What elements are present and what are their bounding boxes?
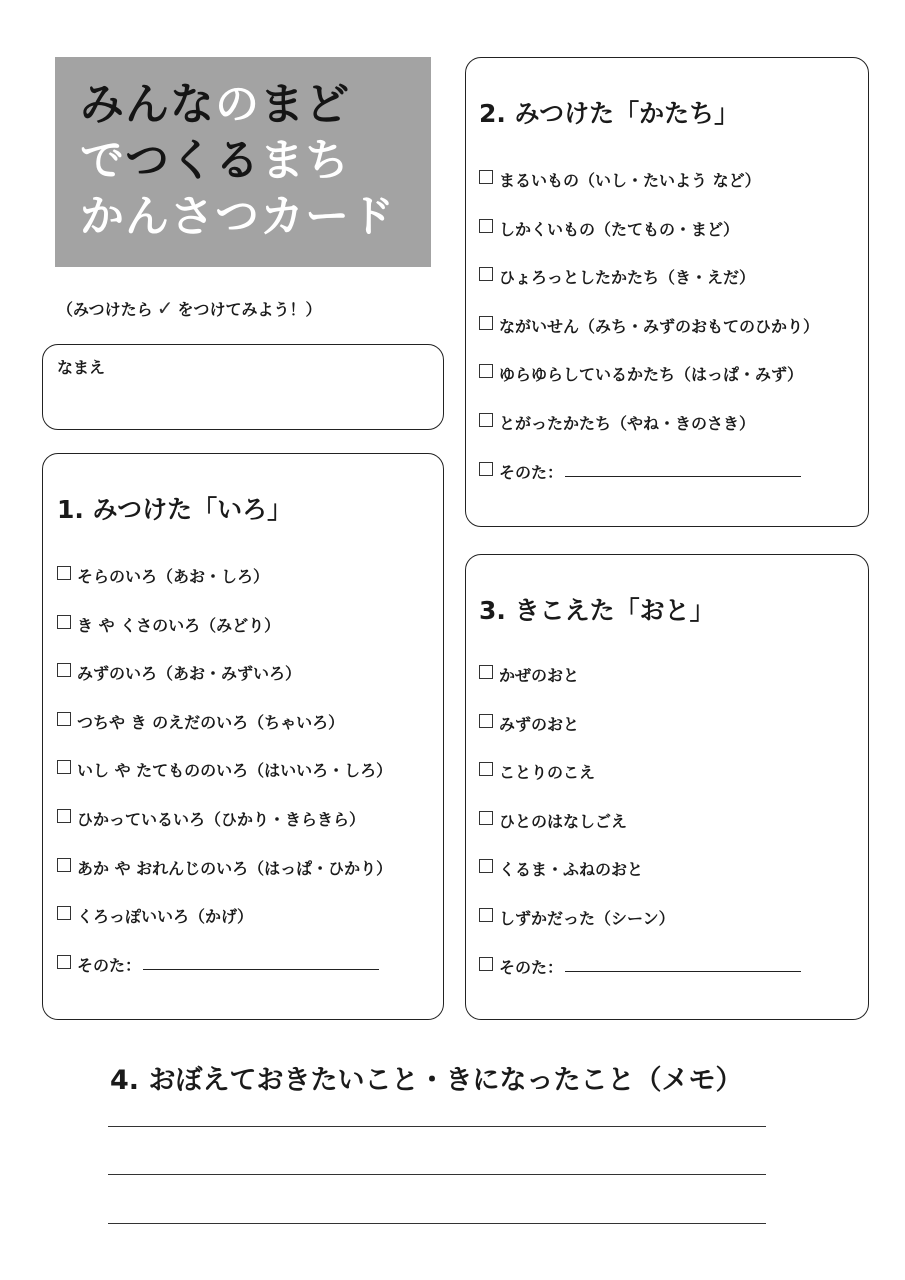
checkbox[interactable] [479,762,493,776]
color-item[interactable] [57,661,392,710]
shape-item-label: ながいせん（みち・みずのおもてのひかり） [499,316,820,336]
checkbox[interactable] [57,663,71,677]
sound-item[interactable] [479,857,801,906]
sound-item[interactable] [479,906,801,955]
color-item-label: あか や おれんじのいろ（はっぱ・ひかり） [77,858,393,878]
section-colors-title: 1. みつけた「いろ」 [57,495,293,524]
color-item-label: ひかっているいろ（ひかり・きらきら） [77,809,366,829]
section-shapes-list [479,168,819,508]
section-sounds [465,554,869,1020]
memo-line-3[interactable] [108,1223,766,1224]
sound-item-label: ひとのはなしごえ [499,811,628,831]
checkbox[interactable] [57,809,71,823]
shape-item[interactable] [479,265,819,314]
sound-item[interactable] [479,809,801,858]
checkbox[interactable] [479,665,493,679]
shape-item[interactable] [479,217,819,266]
checkbox[interactable] [479,811,493,825]
checkbox[interactable] [479,908,493,922]
checkbox[interactable] [479,714,493,728]
sound-item[interactable] [479,663,801,712]
checkbox[interactable] [479,859,493,873]
checkbox[interactable] [479,957,493,971]
checkbox[interactable] [57,760,71,774]
color-item-label: き や くさのいろ（みどり） [77,615,281,635]
title-line-1: みんなのまど [80,79,350,130]
section-shapes [465,57,869,527]
checkbox[interactable] [57,858,71,872]
checkbox[interactable] [57,906,71,920]
checkbox[interactable] [57,615,71,629]
shape-item[interactable] [479,314,819,363]
title-banner [55,57,431,267]
sound-item-label: くるま・ふねのおと [499,860,644,880]
checkbox[interactable] [57,955,71,969]
checkbox[interactable] [57,712,71,726]
section-sounds-list [479,663,801,1003]
checkbox[interactable] [479,462,493,476]
checkbox[interactable] [479,316,493,330]
name-label: なまえ [57,358,106,377]
checkbox[interactable] [57,566,71,580]
sound-item-label: かぜのおと [499,666,580,685]
sound-item-label: ことりのこえ [499,763,596,783]
color-item-label: みずのいろ（あお・みずいろ） [77,664,302,684]
shape-other-label: そのた： [499,462,564,482]
color-item[interactable] [57,564,392,613]
checkbox[interactable] [479,219,493,233]
color-other-label: そのた： [77,955,142,975]
shape-item-label: しかくいもの（たてもの・まど） [499,219,740,239]
sound-other-label: そのた： [499,957,564,977]
color-item[interactable] [57,710,392,759]
color-other-blank[interactable] [143,953,379,970]
color-item[interactable] [57,807,392,856]
sound-item[interactable] [479,712,801,761]
shape-item[interactable] [479,168,819,217]
checkbox[interactable] [479,364,493,378]
checkmark-icon: ✓ [156,296,174,320]
color-item[interactable] [57,758,392,807]
sound-other-item[interactable] [479,955,801,1004]
section-colors-list [57,564,392,1001]
memo-line-2[interactable] [108,1174,766,1175]
section-sounds-title: 3. きこえた「おと」 [479,596,715,625]
shape-other-blank[interactable] [565,460,801,477]
shape-item-label: ひょろっとしたかたち（き・えだ） [499,268,756,288]
color-other-item[interactable] [57,953,392,1002]
sound-other-blank[interactable] [565,955,801,972]
title-line-2: でつくるまち [80,135,350,186]
sound-item[interactable] [479,760,801,809]
shape-other-item[interactable] [479,460,819,509]
color-item-label: いし や たてもののいろ（はいいろ・しろ） [77,761,393,781]
shape-item[interactable] [479,362,819,411]
title-line-3: かんさつカード [80,191,395,242]
shape-item-label: ゆらゆらしているかたち（はっぱ・みず） [499,365,804,385]
checkbox[interactable] [479,170,493,184]
sound-item-label: しずかだった（シーン） [499,908,675,928]
color-item-label: つちや き のえだのいろ（ちゃいろ） [77,712,345,732]
section-colors [42,453,444,1020]
section-memo-title: 4. おぼえておきたいこと・きになったこと（メモ） [110,1065,743,1096]
color-item-label: くろっぽいいろ（かげ） [77,907,254,927]
shape-item[interactable] [479,411,819,460]
shape-item-label: まるいもの（いし・たいよう など） [499,171,761,190]
checkbox[interactable] [479,413,493,427]
memo-line-1[interactable] [108,1126,766,1127]
shape-item-label: とがったかたち（やね・きのさき） [499,413,756,433]
color-item[interactable] [57,613,392,662]
color-item-label: そらのいろ（あお・しろ） [77,567,270,586]
checkbox[interactable] [479,267,493,281]
section-shapes-title: 2. みつけた「かたち」 [479,99,740,128]
color-item[interactable] [57,904,392,953]
instruction-text: （みつけたら ✓ をつけてみよう！） [57,296,322,320]
color-item[interactable] [57,856,392,905]
sound-item-label: みずのおと [499,714,580,734]
name-field[interactable] [42,344,444,430]
